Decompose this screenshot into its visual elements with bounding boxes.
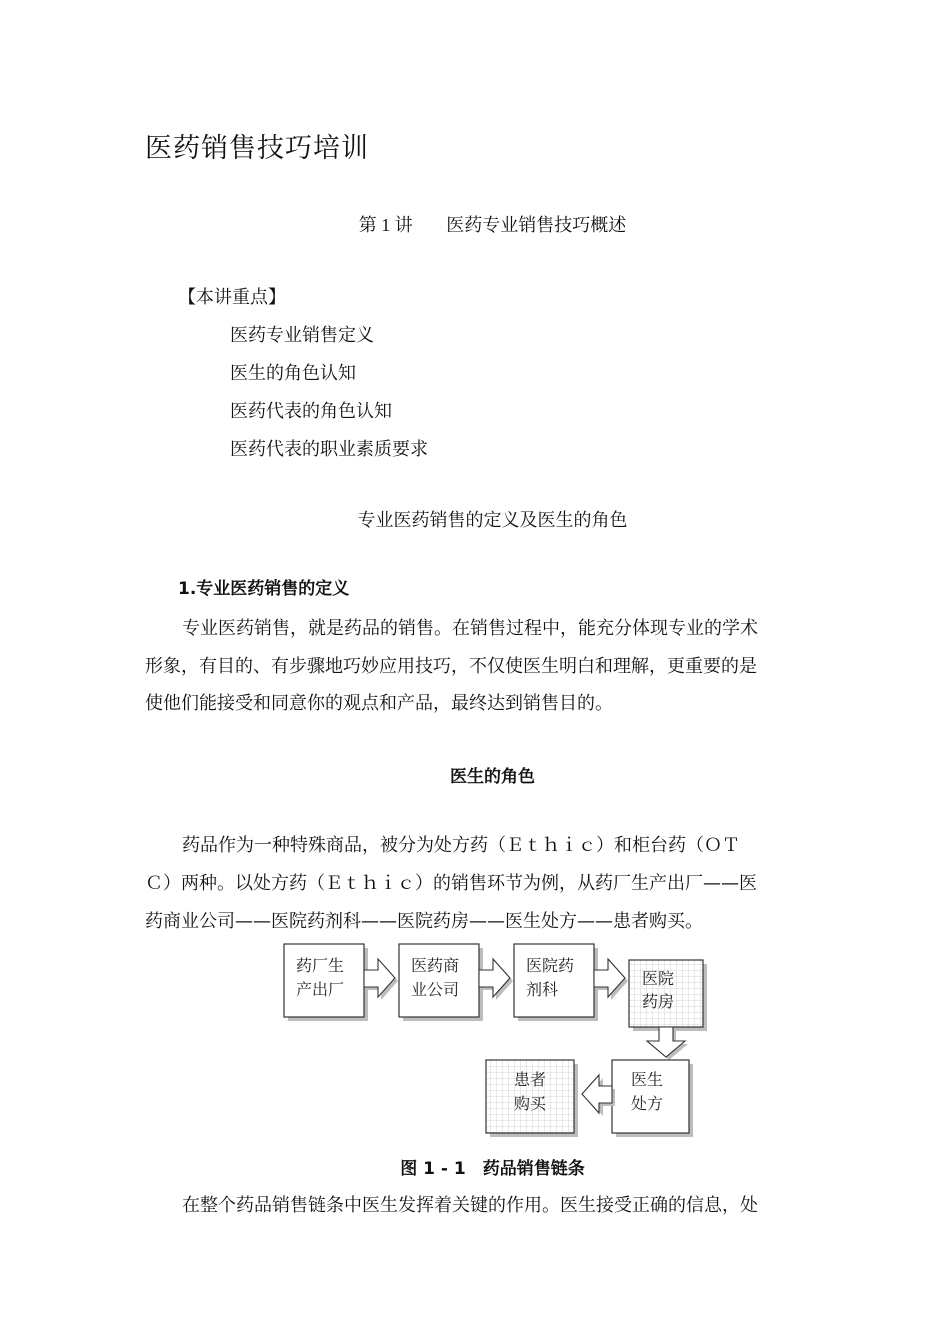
flow-arrow-down-icon	[647, 1027, 688, 1060]
flow-box-hospital-pharmacy-dept	[514, 944, 598, 1021]
doctor-role-heading: 医生的角色	[450, 767, 535, 787]
lecture-heading	[0, 211, 950, 237]
key-point-item: 医生的角色认知	[230, 363, 356, 384]
paragraph-line: 使他们能接受和同意你的观点和产品，最终达到销售目的。	[145, 693, 613, 714]
flow-box-label: 药厂生	[296, 956, 345, 975]
figure-caption: 图 1 - 1 药品销售链条	[400, 1159, 585, 1179]
paragraph-line: Ｃ）两种。以处方药（Ｅｔｈｉｃ）的销售环节为例，从药厂生产出厂——医	[145, 873, 757, 894]
flow-arrow-right-icon	[479, 959, 513, 1000]
flow-box-patient-purchase	[486, 1060, 578, 1137]
section-title: 专业医药销售的定义及医生的角色	[357, 510, 628, 531]
flow-box-hospital-pharmacy	[629, 960, 707, 1031]
paragraph-line: 在整个药品销售链条中医生发挥着关键的作用。医生接受正确的信息，处	[182, 1195, 758, 1216]
flow-box-label: 剂科	[526, 980, 559, 999]
paragraph-line: 形象，有目的、有步骤地巧妙应用技巧，不仅使医生明白和理解，更重要的是	[145, 656, 757, 677]
flow-box-label: 患者	[514, 1070, 547, 1089]
flow-box-label: 购买	[514, 1094, 547, 1113]
flow-box-wholesaler	[399, 944, 483, 1021]
key-point-item: 医药代表的角色认知	[230, 401, 392, 422]
flow-box-label: 药房	[642, 992, 675, 1011]
flow-box-label: 产出厂	[296, 980, 345, 999]
flow-arrow-right-icon	[364, 959, 398, 1000]
flow-box-factory	[284, 944, 368, 1021]
page-title: 医药销售技巧培训	[145, 133, 369, 164]
flow-arrow-left-icon	[582, 1075, 615, 1116]
lecture-number: 第 1 讲	[358, 215, 413, 235]
flow-box-label: 医院药	[526, 956, 575, 975]
paragraph-line: 专业医药销售，就是药品的销售。在销售过程中，能充分体现专业的学术	[182, 618, 758, 639]
flow-box-doctor-prescription	[612, 1060, 693, 1137]
key-points-heading: 【本讲重点】	[178, 287, 286, 308]
flow-box-label: 医生	[631, 1070, 664, 1089]
flow-box-label: 业公司	[411, 980, 460, 999]
subsection-heading: 1.专业医药销售的定义	[178, 579, 350, 599]
key-point-item: 医药专业销售定义	[230, 325, 374, 346]
flow-box-label: 医院	[642, 969, 675, 988]
flow-box-label: 处方	[631, 1094, 664, 1113]
flow-arrow-right-icon	[594, 959, 628, 1000]
sales-chain-diagram	[280, 940, 720, 1145]
paragraph-line: 药品作为一种特殊商品，被分为处方药（Ｅｔｈｉｃ）和柜台药（ＯＴ	[182, 835, 740, 856]
key-point-item: 医药代表的职业素质要求	[230, 439, 428, 460]
lecture-title: 医药专业销售技巧概述	[446, 215, 627, 236]
paragraph-line: 药商业公司——医院药剂科——医院药房——医生处方——患者购买。	[145, 911, 703, 932]
flow-box-label: 医药商	[411, 956, 460, 975]
